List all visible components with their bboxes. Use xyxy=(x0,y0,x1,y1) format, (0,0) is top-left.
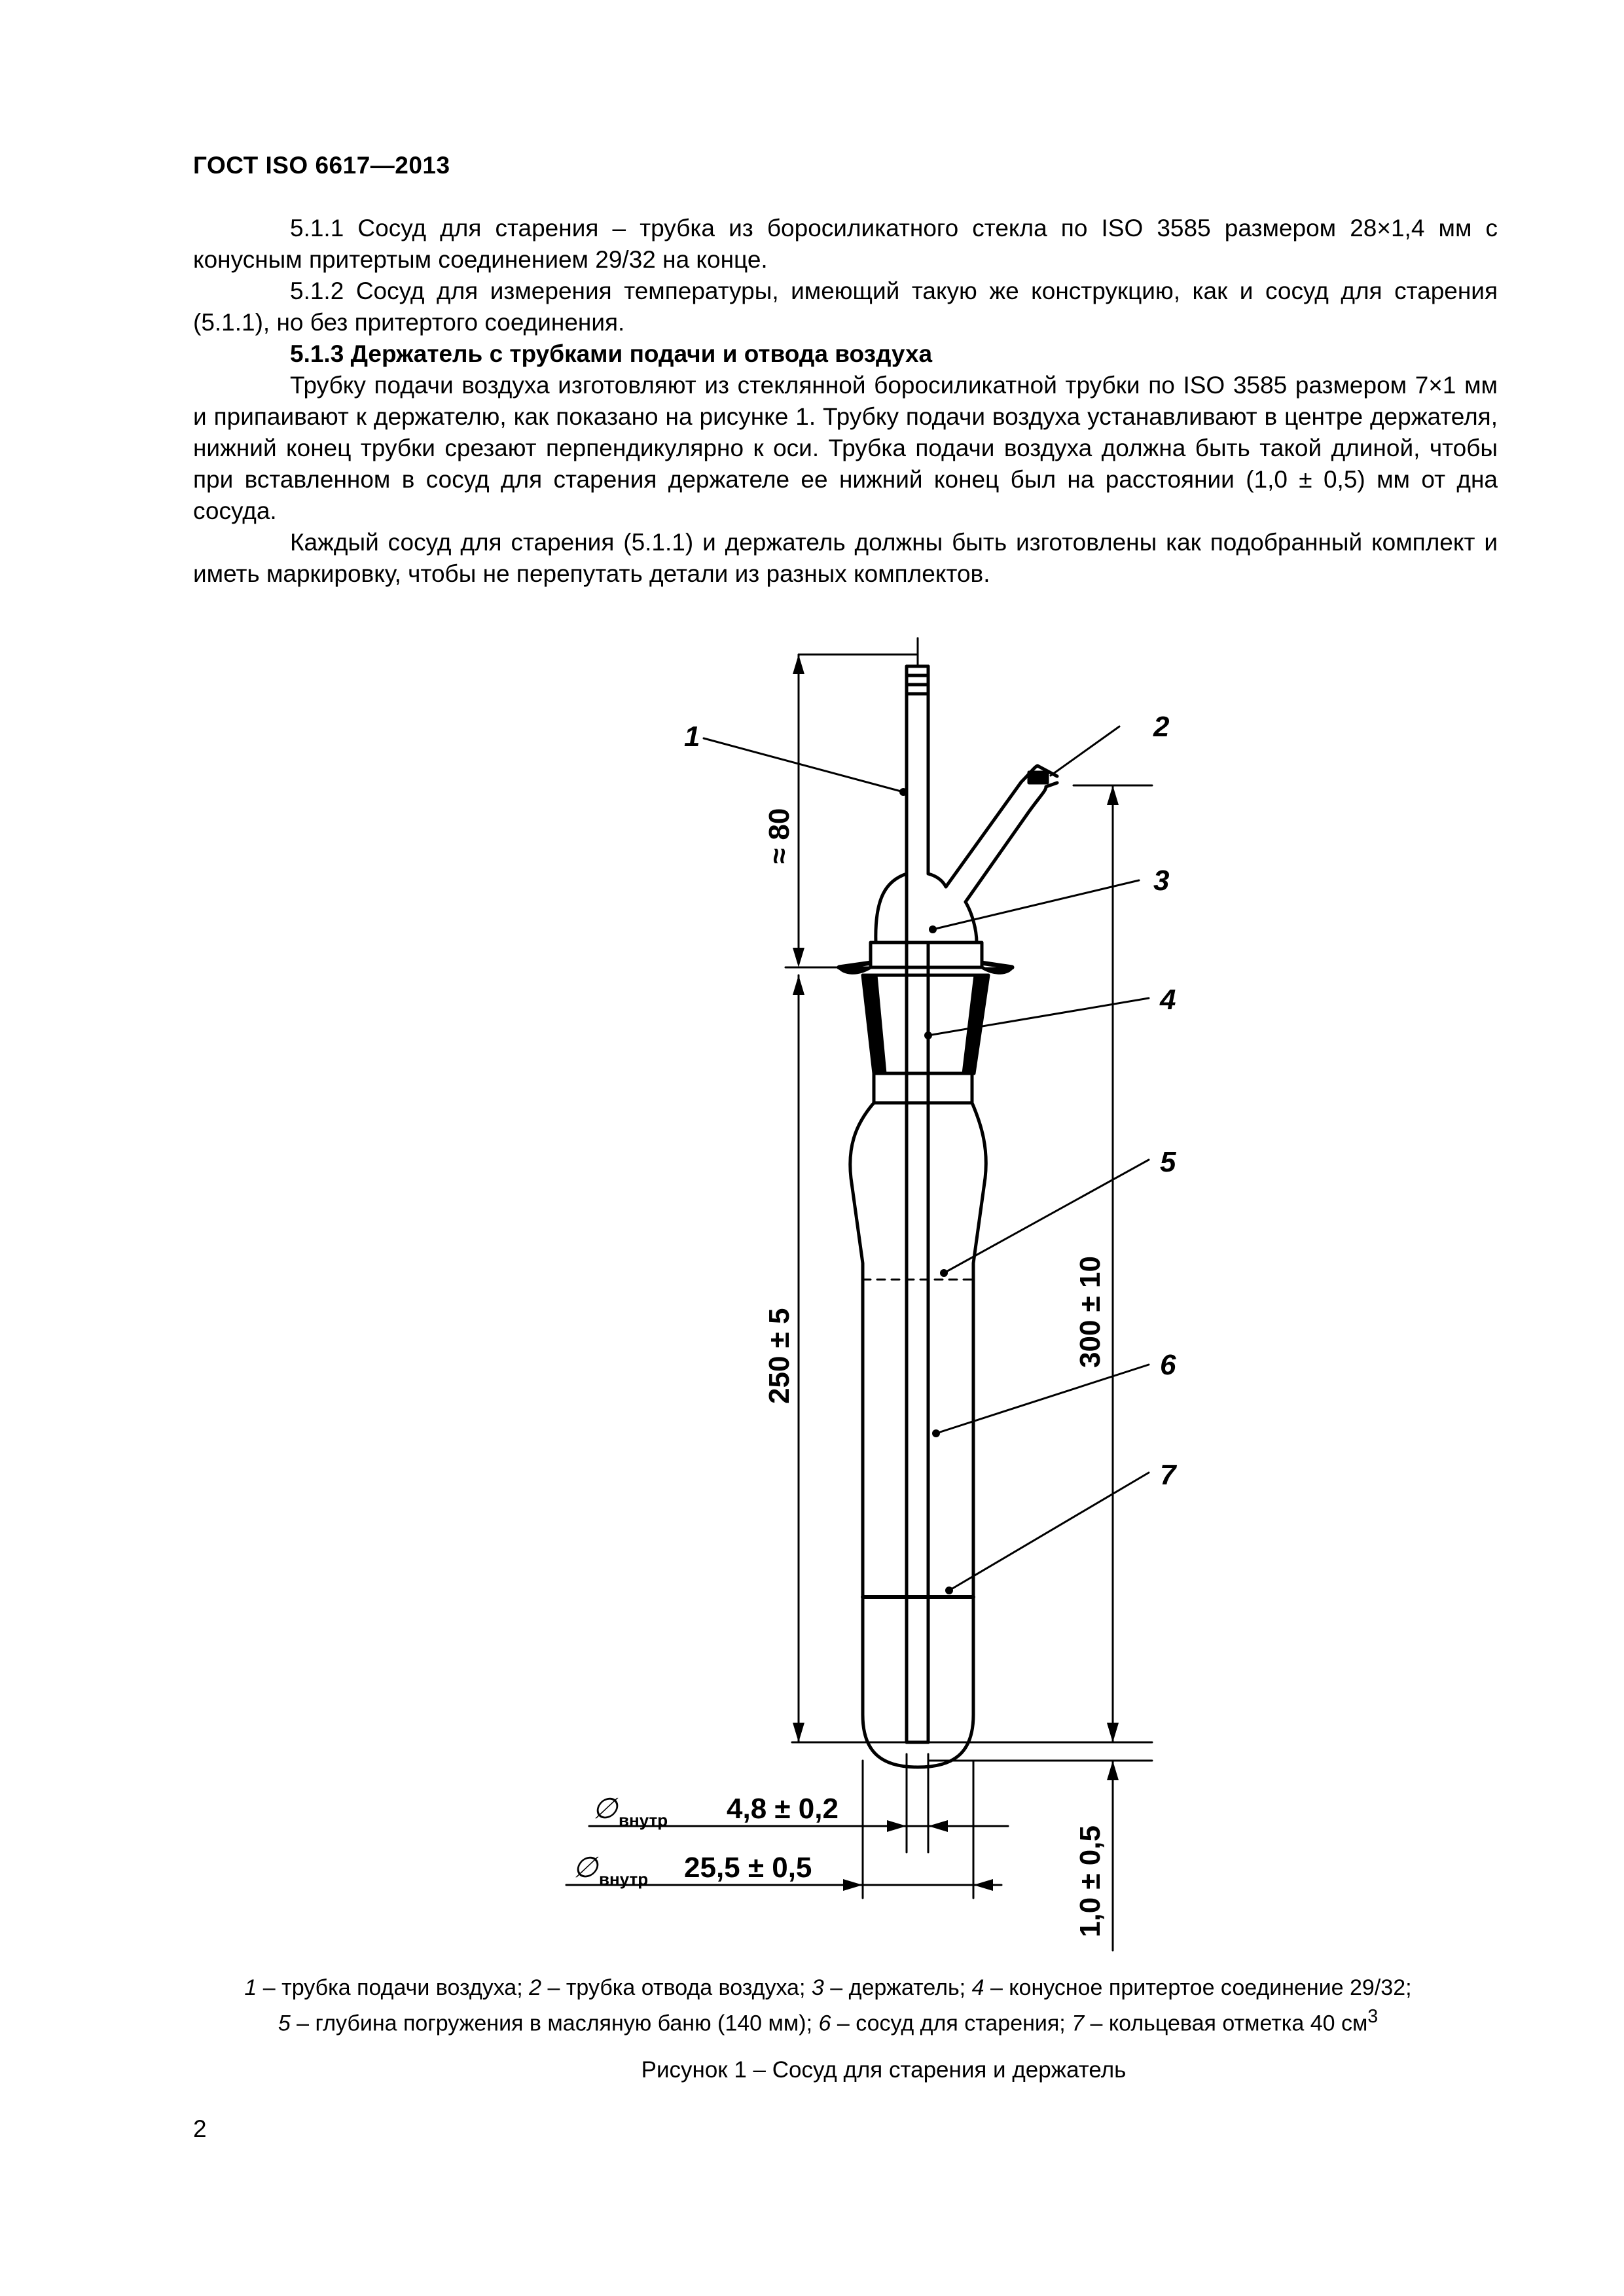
standard-header: ГОСТ ISO 6617—2013 xyxy=(193,152,450,179)
paragraph-air-tube: Трубку подачи воздуха изготовляют из стеклянной боросиликатной трубки по ISO 3585 размером 7×1 мм и припаивают к держателю, как показано на рисунке 1. Трубку подачи воздуха устанавливают в центре держателя, нижний конец трубки срезают перпендикулярно к оси. Трубка подачи воздуха должна быть такой длиной, чтобы при вставленном в сосуд для старения держателе ее нижний конец был на расстоянии (1,0 ± 0,5) мм от дна сосуда. xyxy=(193,372,1498,524)
legend-text-6: – сосуд для старения; xyxy=(831,2011,1072,2036)
figure-caption: Рисунок 1 – Сосуд для старения и держатель xyxy=(641,2057,1127,2083)
legend-text-2: – трубка отвода воздуха; xyxy=(541,1975,812,2000)
callout-2: 2 xyxy=(1153,711,1170,743)
aging-vessel xyxy=(850,1103,986,1767)
diameter-subscript-vessel: внутр xyxy=(599,1869,649,1889)
legend-text-7: – кольцевая отметка 40 см xyxy=(1084,2011,1368,2036)
callout-7: 7 xyxy=(1160,1459,1176,1491)
air-inlet-tube-top xyxy=(907,638,928,942)
legend-num-4: 4 xyxy=(971,1975,984,2000)
diameter-subscript-tube: внутр xyxy=(619,1810,668,1830)
legend-line-1 xyxy=(177,1973,1479,2002)
paragraph-5-1-2: 5.1.2 Сосуд для измерения температуры, имеющий такую же конструкцию, как и сосуд для старения (5.1.1), но без притертого соединения. xyxy=(193,278,1498,336)
callout-6: 6 xyxy=(1160,1349,1176,1381)
paragraph-5-1-1: 5.1.1 Сосуд для старения – трубка из боросиликатного стекла по ISO 3585 размером 28×1,4 мм с конусным притертым соединением 29/32 на конце. xyxy=(193,215,1498,273)
body-text xyxy=(193,213,1498,590)
callout-5: 5 xyxy=(1160,1146,1176,1178)
diameter-symbol-vessel: ∅ xyxy=(573,1852,598,1884)
callout-4: 4 xyxy=(1160,984,1176,1016)
paragraph-matched-set: Каждый сосуд для старения (5.1.1) и держатель должны быть изготовлены как подобранный комплект и иметь маркировку, чтобы не перепутать детали из разных комплектов. xyxy=(193,529,1498,587)
legend-text-4: – конусное притертое соединение 29/32; xyxy=(984,1975,1412,2000)
callout-3: 3 xyxy=(1153,865,1170,897)
leader-lines xyxy=(704,726,1149,1590)
dim-vessel-length: 250 ± 5 xyxy=(763,1308,795,1404)
dimension-lines xyxy=(566,655,1152,1950)
dim-top-height: ≈ 80 xyxy=(763,808,795,864)
leader-dots xyxy=(899,788,953,1594)
legend-num-7: 7 xyxy=(1072,2011,1085,2036)
ground-joint xyxy=(839,942,1012,1103)
legend-num-5: 5 xyxy=(278,2011,291,2036)
dimension-arrows xyxy=(793,655,1119,1891)
legend-text-3: – держатель; xyxy=(823,1975,972,2000)
page-number: 2 xyxy=(193,2115,207,2142)
legend-num-2: 2 xyxy=(529,1975,542,2000)
legend-num-6: 6 xyxy=(818,2011,831,2036)
figure-legend xyxy=(177,1973,1479,2037)
section-heading-5-1-3: 5.1.3 Держатель с трубками подачи и отвода воздуха xyxy=(290,340,933,367)
legend-line-2 xyxy=(177,2002,1479,2037)
callout-1: 1 xyxy=(684,721,700,753)
air-inlet-tube-inner xyxy=(907,942,928,1742)
holder-and-outlet-tube xyxy=(876,766,1057,942)
dim-total-length: 300 ± 10 xyxy=(1074,1256,1106,1368)
dim-tube-diameter-value: 4,8 ± 0,2 xyxy=(727,1793,839,1825)
diameter-symbol-tube: ∅ xyxy=(592,1793,618,1825)
dim-bottom-gap: 1,0 ± 0,5 xyxy=(1074,1825,1106,1937)
legend-text-1: – трубка подачи воздуха; xyxy=(257,1975,530,2000)
legend-num-3: 3 xyxy=(811,1975,824,2000)
dim-vessel-diameter-value: 25,5 ± 0,5 xyxy=(684,1852,812,1884)
legend-superscript: 3 xyxy=(1367,2006,1379,2027)
legend-text-5: – глубина погружения в масляную баню (140 мм); xyxy=(290,2011,819,2036)
legend-num-1: 1 xyxy=(244,1975,257,2000)
